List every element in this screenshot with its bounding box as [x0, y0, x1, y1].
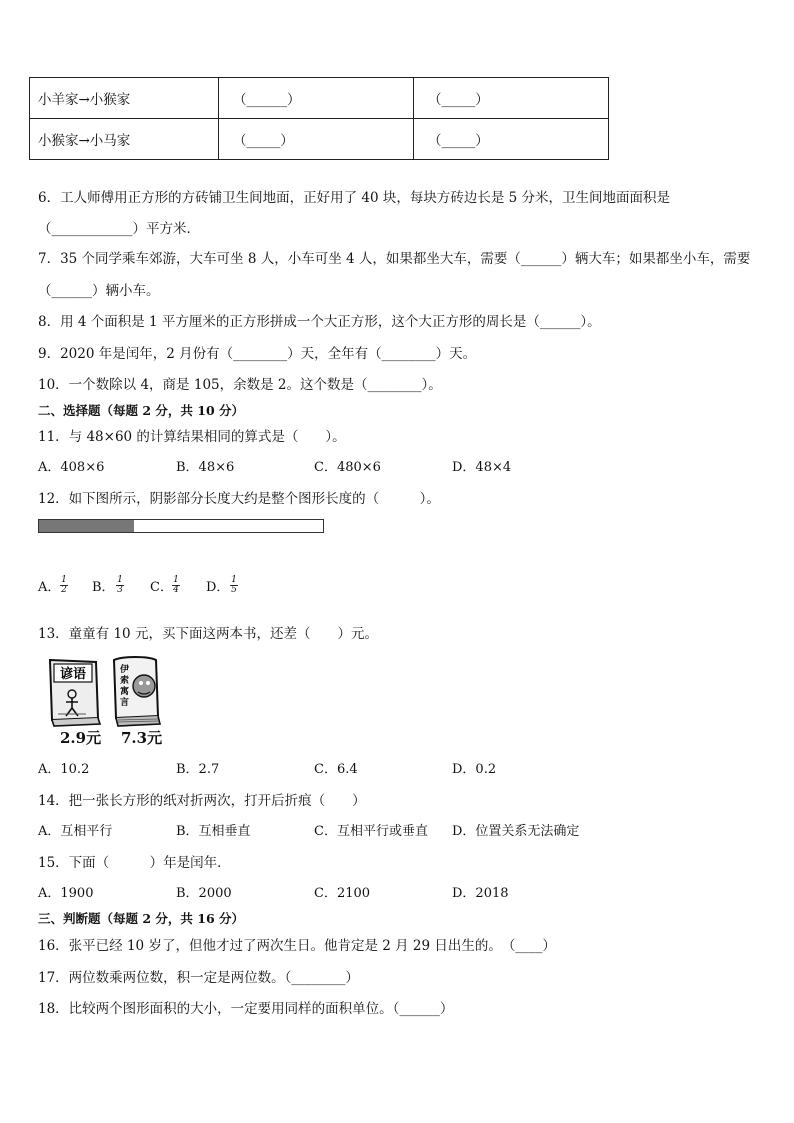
- question-10: 10．一个数除以 4，商是 105，余数是 2。这个数是（________）。: [38, 377, 442, 393]
- question-12: 12．如下图所示，阴影部分长度大约是整个图形长度的（ ）。: [38, 491, 440, 507]
- question-13: 13．童童有 10 元，买下面这两本书，还差（ ）元。: [38, 626, 378, 642]
- option-c[interactable]: C．480×6: [314, 460, 381, 475]
- option-d[interactable]: D．2018: [452, 886, 509, 901]
- answer-blank[interactable]: （_____）: [414, 119, 609, 160]
- question-14: 14．把一张长方形的纸对折两次，打开后折痕（ ）: [38, 793, 366, 809]
- length-bar: [38, 519, 324, 533]
- fraction-one-fifth: [230, 576, 238, 595]
- book-proverbs-icon: [50, 660, 100, 726]
- table-row: [30, 78, 609, 119]
- option-letter: B．: [92, 580, 115, 595]
- table-row: [30, 119, 609, 160]
- route-cell: 小羊家→小猴家: [30, 78, 219, 119]
- option-c[interactable]: C．6.4: [314, 762, 358, 777]
- option-b[interactable]: B．48×6: [176, 460, 235, 475]
- fraction-denominator: 4: [173, 585, 179, 595]
- answer-blank[interactable]: （_____）: [219, 119, 414, 160]
- books-illustration: [44, 656, 172, 728]
- fraction-numerator: 1: [61, 575, 67, 585]
- question-6-line2: （____________）平方米．: [38, 221, 200, 237]
- fraction-numerator: 1: [117, 575, 123, 585]
- option-b[interactable]: B．互相垂直: [176, 824, 251, 839]
- question-16: 16．张平已经 10 岁了，但他才过了两次生日。他肯定是 2 月 29 日出生的。 （____）: [38, 938, 556, 954]
- question-11: 11．与 48×60 的计算结果相同的算式是（ ）。: [38, 429, 346, 445]
- question-9: 9．2020 年是闰年，2 月份有（________）天，全年有（________）天。: [38, 346, 477, 362]
- option-b[interactable]: B．2.7: [176, 762, 220, 777]
- option-c[interactable]: C．互相平行或垂直: [314, 824, 428, 839]
- shaded-portion: [39, 520, 134, 532]
- option-letter: D．: [206, 580, 230, 595]
- option-d[interactable]: D．48×4: [452, 460, 512, 475]
- fraction-denominator: 2: [61, 585, 67, 595]
- book1-title: 谚语: [59, 667, 87, 682]
- option-c[interactable]: [150, 579, 173, 597]
- fraction-one-fourth: [172, 576, 180, 595]
- section-heading-judgment: 三、判断题（每题 2 分，共 16 分）: [38, 911, 245, 926]
- answer-blank[interactable]: （_____）: [414, 78, 609, 119]
- route-cell: 小猴家→小马家: [30, 119, 219, 160]
- book-aesop-icon: [114, 657, 160, 726]
- option-a[interactable]: A．408×6: [38, 460, 105, 475]
- fraction-one-half: [60, 576, 68, 595]
- option-letter: A．: [38, 580, 61, 595]
- answer-blank[interactable]: （______）: [219, 78, 414, 119]
- option-b[interactable]: [92, 579, 115, 597]
- question-18: 18．比较两个图形面积的大小，一定要用同样的面积单位。（______）: [38, 1001, 454, 1017]
- fraction-one-third: [116, 576, 124, 595]
- option-d[interactable]: D．位置关系无法确定: [452, 824, 580, 839]
- fraction-denominator: 5: [231, 585, 237, 595]
- question-15: 15．下面（ ）年是闰年．: [38, 855, 231, 871]
- book2-title: 伊 索 寓 言: [120, 665, 130, 708]
- section-heading-choice: 二、选择题（每题 2 分，共 10 分）: [38, 403, 245, 418]
- price-label-2: 7.3元: [121, 729, 163, 747]
- question-6-line1: 6．工人师傅用正方形的方砖铺卫生间地面，正好用了 40 块，每块方砖边长是 5 分米，卫生间地面面积是: [38, 190, 671, 206]
- question-8: 8．用 4 个面积是 1 平方厘米的正方形拼成一个大正方形，这个大正方形的周长是（______）。: [38, 314, 601, 330]
- option-a[interactable]: A．1900: [38, 886, 94, 901]
- option-a[interactable]: A．互相平行: [38, 824, 113, 839]
- question-7-line2: （______）辆小车。: [38, 283, 160, 299]
- option-d[interactable]: [206, 579, 229, 597]
- route-table: [29, 77, 609, 160]
- price-label-1: 2.9元: [60, 729, 102, 747]
- fraction-numerator: 1: [173, 575, 179, 585]
- fraction-denominator: 3: [117, 585, 123, 595]
- option-a[interactable]: A．10.2: [38, 762, 90, 777]
- option-d[interactable]: D．0.2: [452, 762, 497, 777]
- option-a[interactable]: [38, 579, 60, 597]
- question-17: 17．两位数乘两位数，积一定是两位数。（________）: [38, 970, 359, 986]
- option-b[interactable]: B．2000: [176, 886, 232, 901]
- question-7-line1: 7．35 个同学乘车郊游，大车可坐 8 人，小车可坐 4 人，如果都坐大车，需要（______）辆大车；如果都坐小车，需要: [38, 251, 751, 267]
- option-c[interactable]: C．2100: [314, 886, 371, 901]
- fraction-numerator: 1: [231, 575, 237, 585]
- option-letter: C．: [150, 580, 173, 595]
